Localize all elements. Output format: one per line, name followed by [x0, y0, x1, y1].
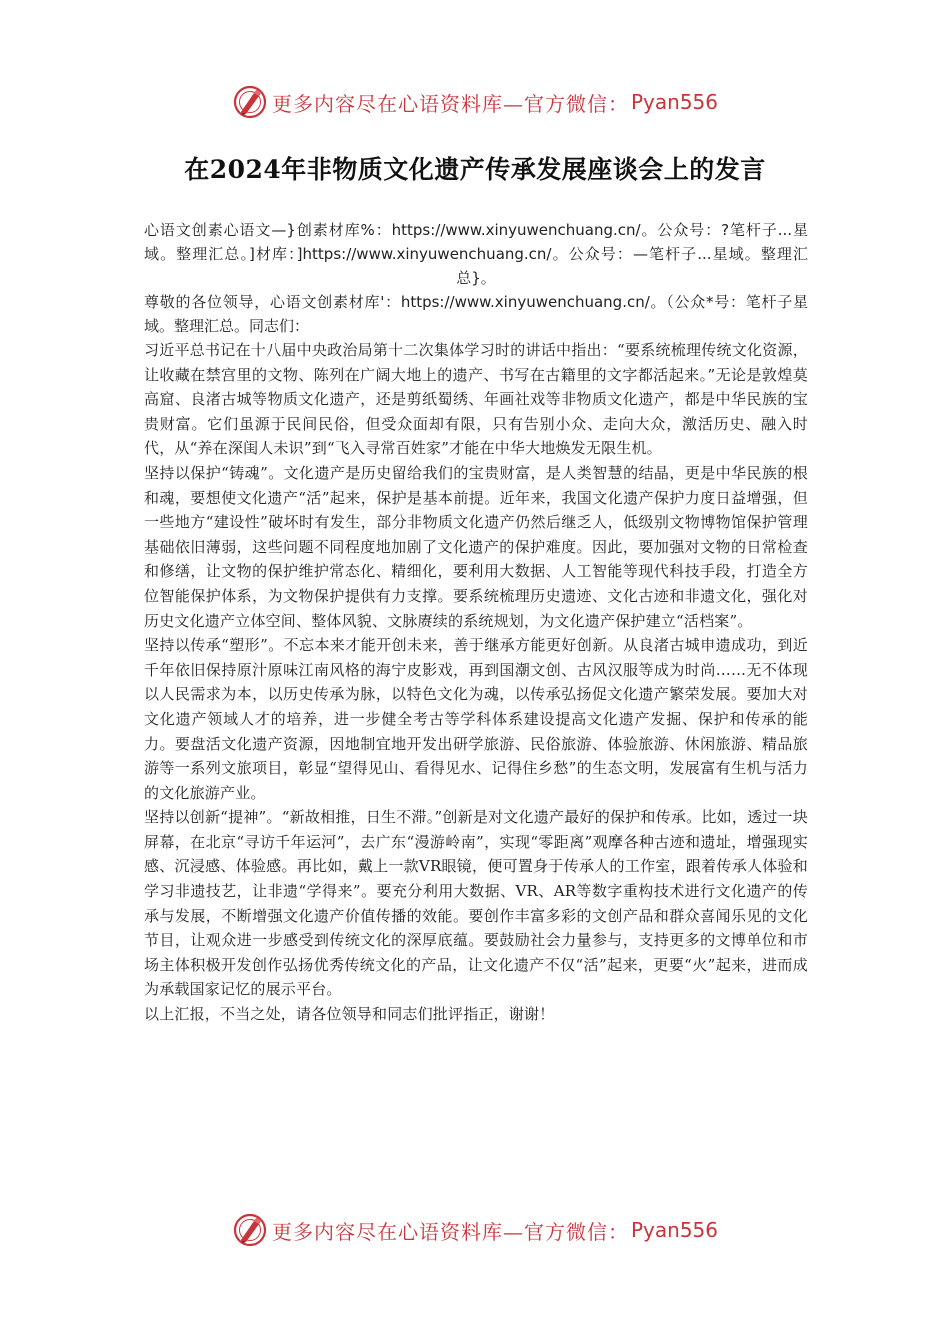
banner-text: 更多内容尽在心语资料库—官方微信： [271, 1219, 629, 1244]
paragraph-innovation: 坚持以创新“提神”。“新故相推，日生不滞。”创新是对文化遗产最好的保护和传承。比如，透过一块屏幕，在北京“寻访千年运河”，去广东“漫游岭南”，实现“零距离”观摩各种古迹和遗址，增强现实感、沉浸感、体验感。再比如，戴上一款VR眼镜，便可置身于传承人的工作室，跟着传承人体验和学习非遗技艺，让非遗“学得来”。要充分利用大数据、VR、AR等数字重构技术进行文化遗产的传承与发展，不断增强文化遗产价值传播的效能。要创作丰富多彩的文创产品和群众喜闻乐见的文化节目，让观众进一步感受到传统文化的深厚底蕴。要鼓励社会力量参与，支持更多的文博单位和市场主体积极开发创作弘扬优秀传统文化的产品，让文化遗产不仅“活”起来，更要“火”起来，进而成为承载国家记忆的展示平台。 [144, 808, 808, 999]
document-body [144, 218, 808, 1027]
paragraph-intro: 习近平总书记在十八届中央政治局第十二次集体学习时的讲话中指出：“要系统梳理传统文化资源，让收藏在禁宫里的文物、陈列在广阔大地上的遗产、书写在古籍里的文字都活起来。”无论是敦煌莫高窟、良渚古城等物质文化遗产，还是剪纸蜀绣、年画社戏等非物质文化遗产，都是中华民族的宝贵财富。它们虽源于民间民俗，但受众面却有限，只有告别小众、走向大众，激活历史、融入时代，从“养在深闺人未识”到“飞入寻常百姓家”才能在中华大地焕发无限生机。 [144, 341, 808, 458]
paragraph-closing: 以上汇报，不当之处，请各位领导和同志们批评指正，谢谢！ [144, 1005, 555, 1024]
paragraph-inheritance: 坚持以传承“塑形”。不忘本来才能开创未来，善于继承方能更好创新。从良渚古城申遗成功，到近千年依旧保持原汁原味江南风格的海宁皮影戏，再到国潮文创、古风汉服等成为时尚……无不体现以人民需求为本，以历史传承为脉，以特色文化为魂，以传承弘扬促文化遗产繁荣发展。要加大对文化遗产领域人才的培养，进一步健全考古等学科体系建设提高文化遗产发掘、保护和传承的能力。要盘活文化遗产资源，因地制宜地开发出研学旅游、民俗旅游、体验旅游、休闲旅游、精品旅游等一系列文旅项目，彰显“望得见山、看得见水、记得住乡愁”的生态文明，发展富有生机与活力的文化旅游产业。 [144, 636, 808, 802]
source-note: 心语文创素心语文—}创素材库%：https://www.xinyuwenchuang.cn/。公众号：?笔杆子...星域。整理汇总。]材库：]https://www.xinyuwenchuang.cn/。公众号：—笔杆子...星域。整理汇总}。 [144, 221, 808, 287]
header-banner [0, 80, 950, 124]
pen-icon [232, 1212, 268, 1248]
pen-icon [232, 84, 268, 120]
banner-wechat-id: Pyan556 [630, 1218, 718, 1242]
greeting: 尊敬的各位领导，心语文创素材库'：https://www.xinyuwenchuang.cn/。（公众*号：笔杆子星域。整理汇总。同志们： [144, 293, 808, 335]
paragraph-protection: 坚持以保护“铸魂”。文化遗产是历史留给我们的宝贵财富，是人类智慧的结晶，更是中华民族的根和魂，要想使文化遗产“活”起来，保护是基本前提。近年来，我国文化遗产保护力度日益增强，但一些地方“建设性”破坏时有发生，部分非物质文化遗产仍然后继乏人，低级别文物博物馆保护管理基础依旧薄弱，这些问题不同程度地加剧了文化遗产的保护难度。因此，要加强对文物的日常检查和修缮，让文物的保护维护常态化、精细化，要利用大数据、人工智能等现代科技手段，打造全方位智能保护体系，为文物保护提供有力支撑。要系统梳理历史遗迹、文化古迹和非遗文化，强化对历史文化遗产立体空间、整体风貌、文脉赓续的系统规划，为文化遗产保护建立“活档案”。 [144, 463, 808, 630]
document-title: 在2024年非物质文化遗产传承发展座谈会上的发言 [184, 155, 766, 184]
footer-banner [0, 1208, 950, 1252]
banner-text: 更多内容尽在心语资料库—官方微信： [271, 91, 629, 116]
banner-wechat-id: Pyan556 [630, 90, 718, 114]
